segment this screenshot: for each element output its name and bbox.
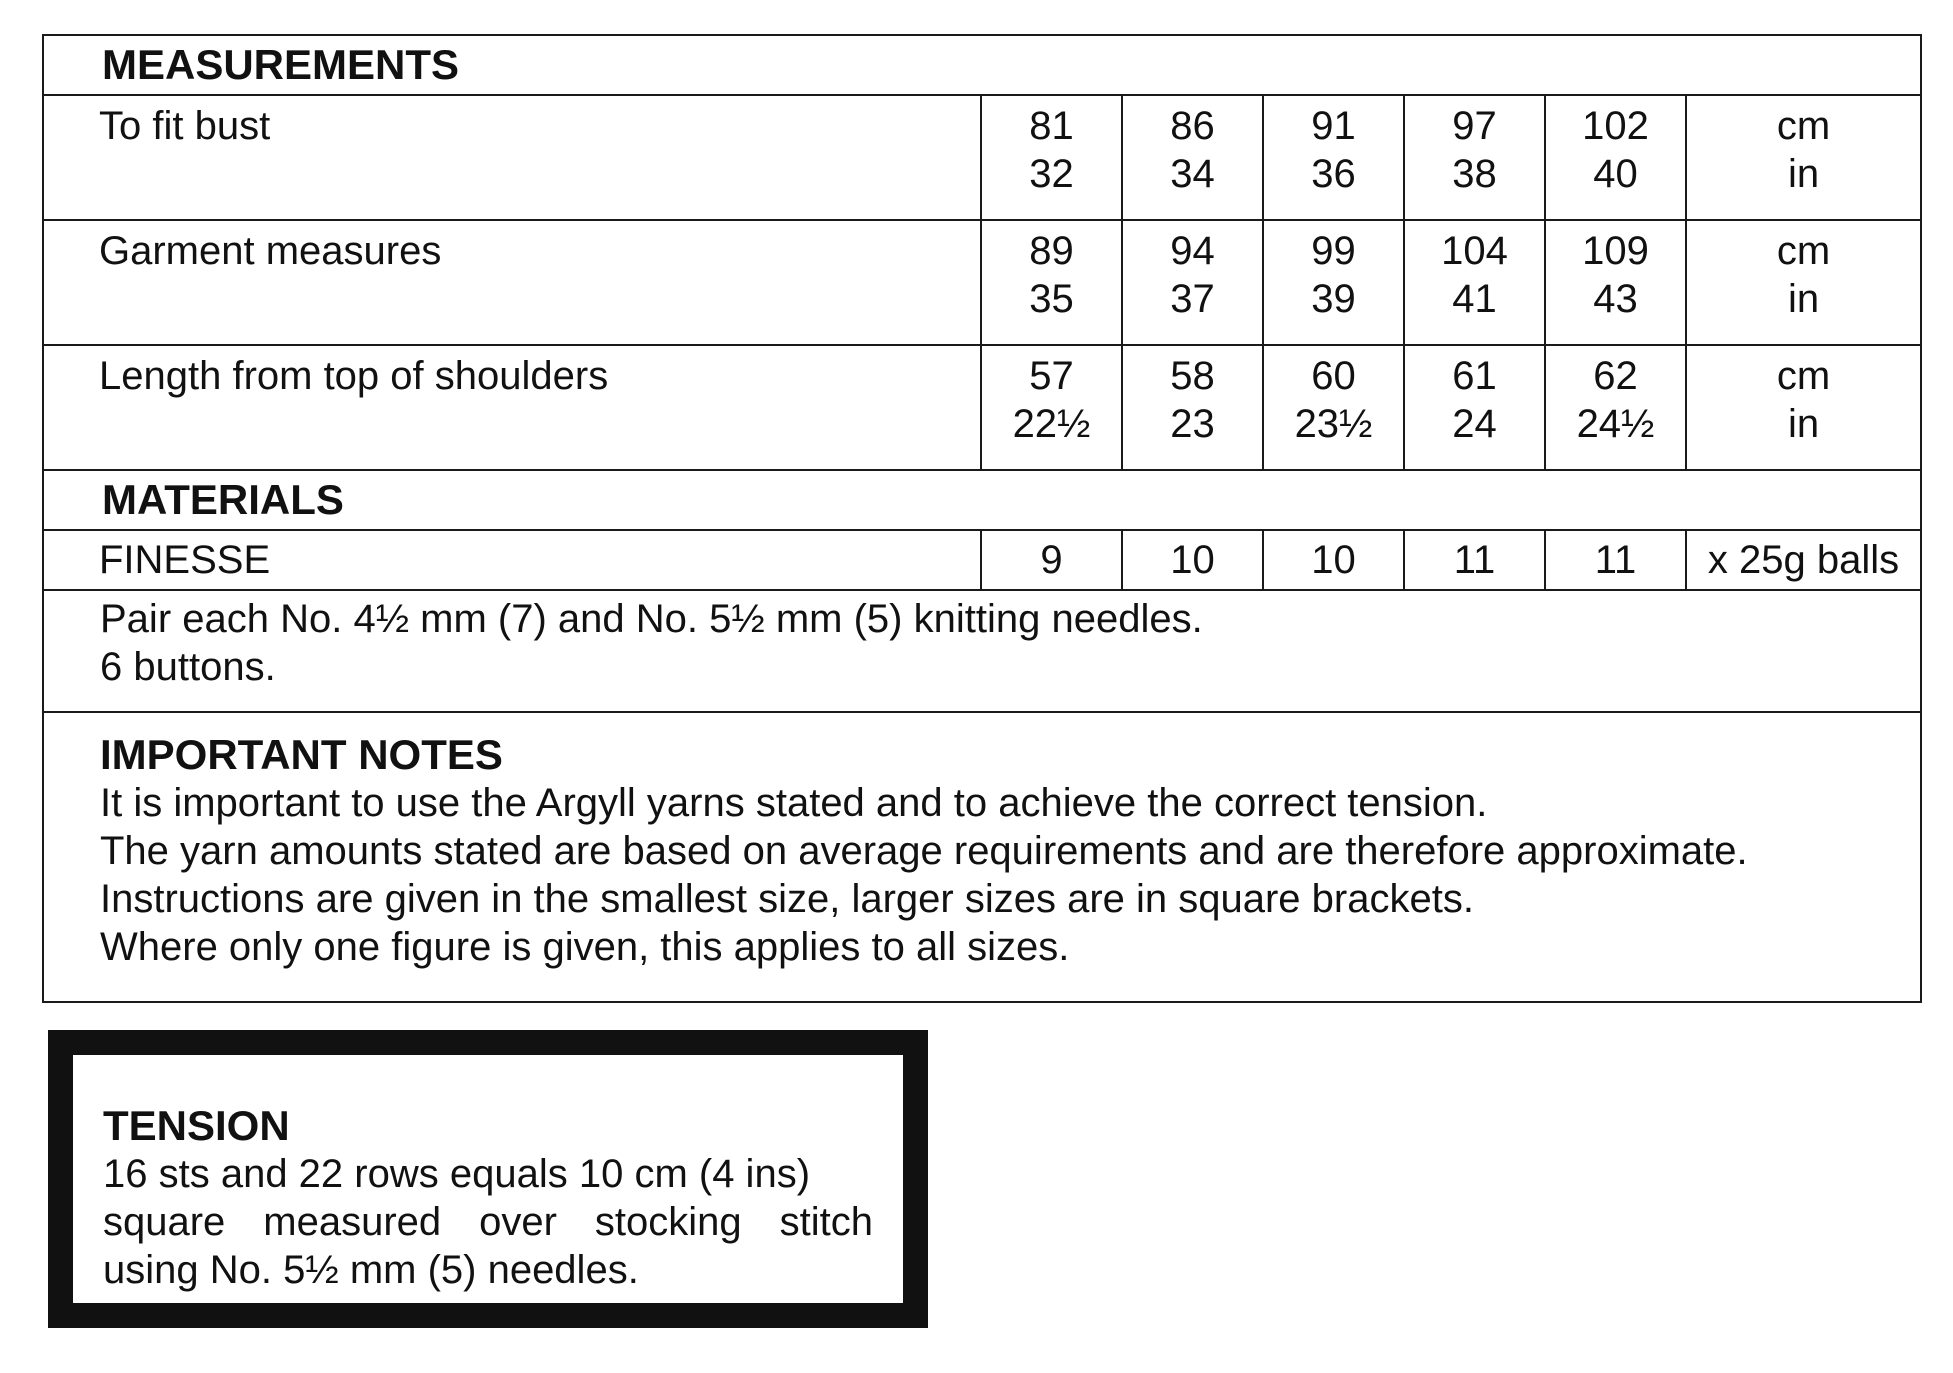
unit-cell: cm in bbox=[1686, 345, 1921, 470]
size-cell: 89 35 bbox=[981, 220, 1122, 345]
note-line: The yarn amounts stated are based on average requirements and are therefore approximate. bbox=[100, 829, 1748, 873]
size-cell: 57 22½ bbox=[981, 345, 1122, 470]
buttons-line: 6 buttons. bbox=[100, 645, 276, 689]
note-line: It is important to use the Argyll yarns stated and to achieve the correct tension. bbox=[100, 781, 1488, 825]
yarn-balls-cell: 9 bbox=[981, 530, 1122, 590]
size-cell: 104 41 bbox=[1404, 220, 1545, 345]
row-label: To fit bust bbox=[43, 95, 981, 220]
size-cell: 91 36 bbox=[1263, 95, 1404, 220]
important-notes bbox=[43, 712, 1921, 1002]
row-label: Garment measures bbox=[43, 220, 981, 345]
measurements-heading: MEASUREMENTS bbox=[43, 35, 1921, 95]
yarn-balls-cell: 11 bbox=[1545, 530, 1686, 590]
yarn-label: FINESSE bbox=[43, 530, 981, 590]
yarn-balls-cell: 10 bbox=[1122, 530, 1263, 590]
needles-buttons-cell bbox=[43, 590, 1921, 712]
notes-heading: IMPORTANT NOTES bbox=[100, 731, 503, 778]
size-cell: 86 34 bbox=[1122, 95, 1263, 220]
unit-cell: cm in bbox=[1686, 95, 1921, 220]
size-cell: 94 37 bbox=[1122, 220, 1263, 345]
materials-heading: MATERIALS bbox=[43, 470, 1921, 530]
measurement-row-garment bbox=[43, 220, 1921, 345]
size-cell: 60 23½ bbox=[1263, 345, 1404, 470]
tension-box bbox=[48, 1030, 928, 1328]
size-cell: 102 40 bbox=[1545, 95, 1686, 220]
yarn-unit: x 25g balls bbox=[1686, 530, 1921, 590]
size-cell: 58 23 bbox=[1122, 345, 1263, 470]
size-cell: 99 39 bbox=[1263, 220, 1404, 345]
unit-cell: cm in bbox=[1686, 220, 1921, 345]
yarn-balls-cell: 11 bbox=[1404, 530, 1545, 590]
size-cell: 109 43 bbox=[1545, 220, 1686, 345]
yarn-row bbox=[43, 530, 1921, 590]
tension-line: 16 sts and 22 rows equals 10 cm (4 ins) bbox=[103, 1152, 811, 1196]
note-line: Instructions are given in the smallest size, larger sizes are in square brackets. bbox=[100, 877, 1474, 921]
tension-line: square measured over stocking stitch bbox=[103, 1200, 873, 1244]
row-label: Length from top of shoulders bbox=[43, 345, 981, 470]
size-cell: 81 32 bbox=[981, 95, 1122, 220]
tension-line: using No. 5½ mm (5) needles. bbox=[103, 1248, 639, 1292]
size-cell: 61 24 bbox=[1404, 345, 1545, 470]
pattern-info-table bbox=[42, 34, 1922, 1003]
needles-line: Pair each No. 4½ mm (7) and No. 5½ mm (5) knitting needles. bbox=[100, 597, 1203, 641]
measurement-row-bust bbox=[43, 95, 1921, 220]
measurement-row-length bbox=[43, 345, 1921, 470]
size-cell: 97 38 bbox=[1404, 95, 1545, 220]
size-cell: 62 24½ bbox=[1545, 345, 1686, 470]
tension-heading: TENSION bbox=[103, 1102, 290, 1149]
yarn-balls-cell: 10 bbox=[1263, 530, 1404, 590]
note-line: Where only one figure is given, this applies to all sizes. bbox=[100, 925, 1070, 969]
